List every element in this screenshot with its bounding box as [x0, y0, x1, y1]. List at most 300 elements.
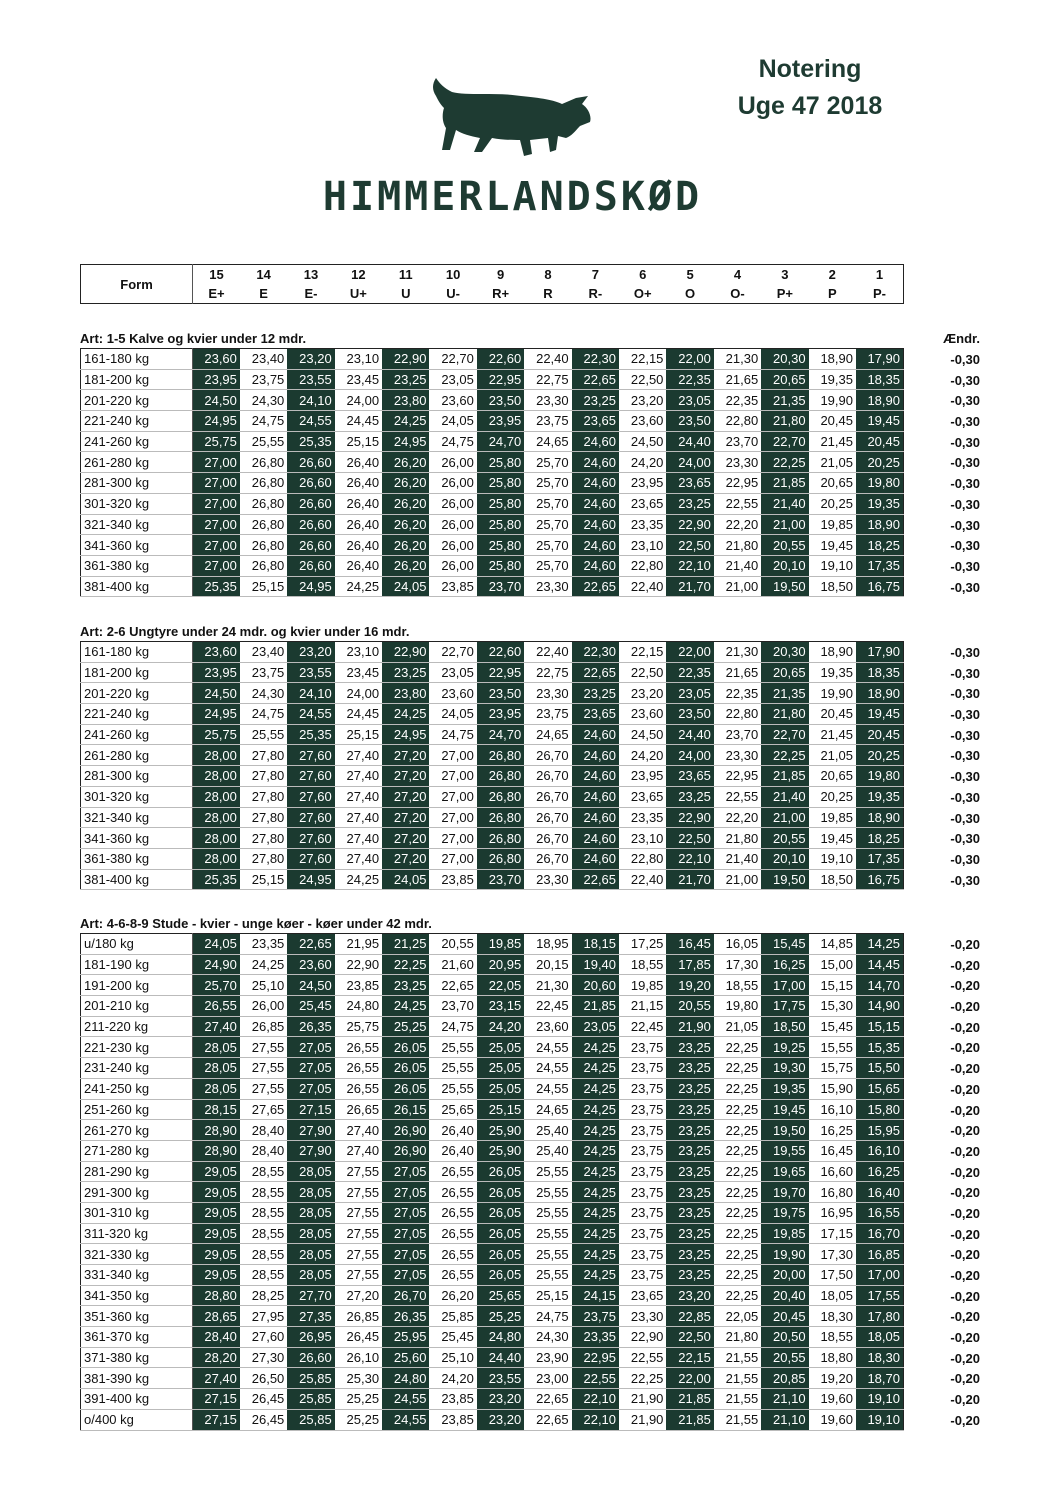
price-cell: 26,85 — [240, 1016, 287, 1037]
price-cell: 24,55 — [382, 1409, 429, 1430]
brand-wordmark: HIMMERLANDSKØD — [322, 174, 703, 220]
change-value: -0,30 — [950, 372, 980, 388]
price-cell: 22,25 — [714, 1182, 761, 1203]
section-title: Art: 1-5 Kalve og kvier under 12 mdr. — [80, 331, 307, 346]
price-cell: 19,10 — [809, 848, 856, 869]
form-number: 11 — [398, 267, 413, 282]
change-value: -0,20 — [950, 1288, 980, 1304]
price-cell: 19,85 — [761, 1223, 808, 1244]
form-grade: E+ — [208, 286, 225, 301]
price-cell: 24,95 — [382, 431, 429, 452]
price-cell: 25,80 — [477, 452, 524, 473]
price-cell: 23,80 — [382, 390, 429, 411]
price-cell: 14,70 — [856, 975, 904, 996]
price-cell: 24,75 — [524, 1306, 571, 1327]
price-cell: 16,05 — [714, 934, 761, 955]
price-cell: 27,15 — [193, 1389, 240, 1410]
table-row — [81, 1161, 904, 1182]
table-row — [81, 576, 904, 597]
report-title: Notering — [758, 55, 862, 83]
price-cell: 25,85 — [287, 1368, 334, 1389]
weight-class-label: 261-280 kg — [81, 452, 193, 473]
price-cell: 27,20 — [382, 807, 429, 828]
table-row — [81, 1037, 904, 1058]
price-cell: 25,70 — [524, 473, 571, 494]
price-cell: 23,65 — [666, 473, 713, 494]
price-cell: 26,40 — [335, 555, 382, 576]
change-value: -0,20 — [950, 1123, 980, 1139]
price-cell: 23,60 — [193, 642, 240, 663]
price-cell: 23,85 — [429, 1389, 476, 1410]
price-cell: 16,10 — [809, 1099, 856, 1120]
price-cell: 23,30 — [524, 869, 571, 890]
price-cell: 26,70 — [524, 848, 571, 869]
price-cell: 23,75 — [572, 1306, 619, 1327]
price-cell: 21,70 — [666, 576, 713, 597]
price-cell: 21,35 — [761, 390, 808, 411]
price-cell: 26,90 — [382, 1120, 429, 1141]
price-cell: 24,25 — [382, 411, 429, 432]
price-cell: 19,85 — [619, 975, 666, 996]
price-cell: 22,95 — [477, 369, 524, 390]
price-cell: 25,70 — [524, 514, 571, 535]
weight-class-label: 271-280 kg — [81, 1140, 193, 1161]
price-cell: 27,05 — [382, 1182, 429, 1203]
price-cell: 20,55 — [761, 1347, 808, 1368]
price-cell: 24,50 — [193, 683, 240, 704]
price-cell: 25,35 — [287, 431, 334, 452]
price-cell: 27,80 — [240, 786, 287, 807]
price-cell: 21,90 — [619, 1409, 666, 1430]
price-cell: 26,55 — [193, 996, 240, 1017]
price-cell: 23,30 — [714, 452, 761, 473]
price-cell: 22,30 — [572, 642, 619, 663]
price-cell: 24,60 — [572, 452, 619, 473]
price-cell: 24,90 — [193, 954, 240, 975]
price-cell: 25,70 — [524, 535, 571, 556]
price-cell: 29,05 — [193, 1244, 240, 1265]
price-cell: 19,60 — [809, 1409, 856, 1430]
change-value: -0,20 — [950, 978, 980, 994]
price-cell: 20,60 — [572, 975, 619, 996]
price-cell: 26,80 — [477, 828, 524, 849]
table-row — [81, 1120, 904, 1141]
price-cell: 21,60 — [429, 954, 476, 975]
price-cell: 25,30 — [335, 1368, 382, 1389]
price-cell: 20,55 — [761, 535, 808, 556]
weight-class-label: 231-240 kg — [81, 1058, 193, 1079]
price-cell: 27,55 — [335, 1182, 382, 1203]
price-cell: 22,30 — [572, 349, 619, 370]
price-cell: 24,60 — [572, 766, 619, 787]
change-value: -0,30 — [950, 810, 980, 826]
price-cell: 21,10 — [761, 1409, 808, 1430]
price-cell: 22,50 — [619, 369, 666, 390]
price-cell: 18,25 — [856, 828, 904, 849]
price-cell: 24,25 — [572, 1099, 619, 1120]
price-cell: 20,45 — [809, 704, 856, 725]
price-cell: 23,25 — [382, 662, 429, 683]
price-cell: 24,25 — [572, 1120, 619, 1141]
price-cell: 19,50 — [761, 1120, 808, 1141]
price-cell: 20,45 — [856, 431, 904, 452]
weight-class-label: 221-230 kg — [81, 1037, 193, 1058]
change-value: -0,20 — [950, 1371, 980, 1387]
price-cell: 23,15 — [477, 996, 524, 1017]
price-cell: 26,60 — [287, 473, 334, 494]
price-cell: 22,25 — [714, 1223, 761, 1244]
price-cell: 26,80 — [240, 473, 287, 494]
table-row — [81, 411, 904, 432]
price-cell: 24,55 — [382, 1389, 429, 1410]
change-value: -0,30 — [950, 789, 980, 805]
price-cell: 20,45 — [761, 1306, 808, 1327]
price-cell: 23,20 — [619, 683, 666, 704]
price-cell: 25,85 — [429, 1306, 476, 1327]
price-cell: 25,10 — [240, 975, 287, 996]
price-cell: 26,95 — [287, 1327, 334, 1348]
price-cell: 27,40 — [335, 848, 382, 869]
price-cell: 18,05 — [809, 1285, 856, 1306]
price-cell: 27,05 — [382, 1244, 429, 1265]
price-cell: 14,90 — [856, 996, 904, 1017]
price-cell: 23,10 — [335, 642, 382, 663]
price-cell: 15,30 — [809, 996, 856, 1017]
price-cell: 19,90 — [809, 390, 856, 411]
price-cell: 26,80 — [240, 555, 287, 576]
change-value: -0,30 — [950, 558, 980, 574]
price-cell: 17,35 — [856, 555, 904, 576]
price-cell: 19,80 — [856, 473, 904, 494]
price-cell: 22,70 — [761, 724, 808, 745]
price-cell: 28,90 — [193, 1140, 240, 1161]
price-cell: 28,55 — [240, 1223, 287, 1244]
form-grade: R+ — [492, 286, 510, 301]
price-cell: 27,05 — [287, 1037, 334, 1058]
price-cell: 28,05 — [193, 1078, 240, 1099]
change-value: -0,30 — [950, 748, 980, 764]
price-cell: 24,20 — [477, 1016, 524, 1037]
change-value: -0,30 — [950, 645, 980, 660]
price-cell: 26,70 — [524, 786, 571, 807]
price-cell: 27,40 — [335, 807, 382, 828]
price-cell: 27,60 — [287, 848, 334, 869]
price-cell: 24,25 — [572, 1161, 619, 1182]
change-value: -0,20 — [950, 1247, 980, 1263]
form-grade: P — [827, 286, 837, 301]
price-cell: 18,80 — [809, 1347, 856, 1368]
change-value: -0,30 — [950, 872, 980, 888]
price-table — [80, 641, 904, 890]
price-cell: 26,05 — [477, 1244, 524, 1265]
price-cell: 24,95 — [193, 704, 240, 725]
price-cell: 22,65 — [572, 369, 619, 390]
price-cell: 24,25 — [382, 996, 429, 1017]
price-cell: 22,10 — [666, 848, 713, 869]
price-cell: 23,25 — [666, 1058, 713, 1079]
price-cell: 23,30 — [619, 1306, 666, 1327]
price-cell: 22,90 — [666, 807, 713, 828]
price-cell: 22,80 — [619, 555, 666, 576]
price-cell: 23,05 — [429, 662, 476, 683]
weight-class-label: u/180 kg — [81, 934, 193, 955]
price-cell: 25,45 — [429, 1327, 476, 1348]
weight-class-label: 391-400 kg — [81, 1389, 193, 1410]
change-value: -0,20 — [950, 1309, 980, 1325]
price-cell: 24,05 — [429, 411, 476, 432]
weight-class-label: 211-220 kg — [81, 1016, 193, 1037]
price-cell: 25,15 — [240, 576, 287, 597]
price-cell: 24,50 — [619, 724, 666, 745]
form-number: 3 — [781, 267, 789, 282]
price-cell: 27,70 — [287, 1285, 334, 1306]
price-cell: 24,00 — [335, 683, 382, 704]
table-row — [81, 514, 904, 535]
price-cell: 18,50 — [809, 576, 856, 597]
price-cell: 27,05 — [287, 1078, 334, 1099]
price-cell: 22,40 — [619, 576, 666, 597]
price-cell: 29,05 — [193, 1265, 240, 1286]
price-cell: 20,15 — [524, 954, 571, 975]
form-grade: R- — [588, 286, 603, 301]
weight-class-label: 341-360 kg — [81, 828, 193, 849]
price-cell: 17,25 — [619, 934, 666, 955]
price-cell: 22,25 — [714, 1078, 761, 1099]
price-cell: 23,95 — [477, 411, 524, 432]
price-cell: 23,20 — [287, 349, 334, 370]
price-cell: 22,50 — [666, 535, 713, 556]
table-row — [81, 1368, 904, 1389]
price-cell: 22,25 — [714, 1140, 761, 1161]
price-cell: 27,00 — [193, 555, 240, 576]
price-cell: 24,25 — [382, 704, 429, 725]
price-cell: 23,95 — [193, 662, 240, 683]
price-cell: 21,80 — [761, 411, 808, 432]
price-cell: 27,00 — [429, 786, 476, 807]
price-cell: 23,70 — [477, 869, 524, 890]
price-cell: 28,15 — [193, 1099, 240, 1120]
weight-class-label: 381-400 kg — [81, 576, 193, 597]
price-cell: 20,25 — [856, 745, 904, 766]
price-cell: 22,55 — [619, 1347, 666, 1368]
price-cell: 28,05 — [287, 1182, 334, 1203]
price-cell: 20,10 — [761, 848, 808, 869]
change-value: -0,30 — [950, 851, 980, 867]
price-cell: 18,90 — [809, 349, 856, 370]
price-cell: 24,60 — [572, 555, 619, 576]
weight-class-label: 341-360 kg — [81, 535, 193, 556]
price-cell: 26,05 — [382, 1037, 429, 1058]
price-cell: 22,45 — [619, 1016, 666, 1037]
price-cell: 26,40 — [335, 452, 382, 473]
form-grade: E — [259, 286, 268, 301]
price-cell: 26,05 — [477, 1265, 524, 1286]
form-header-table — [80, 264, 904, 304]
weight-class-label: 321-340 kg — [81, 807, 193, 828]
price-cell: 19,85 — [809, 807, 856, 828]
price-cell: 17,30 — [809, 1244, 856, 1265]
price-cell: 26,60 — [287, 493, 334, 514]
price-cell: 23,75 — [619, 1078, 666, 1099]
price-cell: 22,85 — [666, 1306, 713, 1327]
form-number-row — [81, 265, 904, 285]
price-cell: 26,70 — [524, 766, 571, 787]
price-cell: 24,50 — [287, 975, 334, 996]
price-cell: 27,00 — [193, 473, 240, 494]
price-cell: 22,45 — [524, 996, 571, 1017]
change-value: -0,20 — [950, 937, 980, 952]
price-cell: 25,90 — [477, 1120, 524, 1141]
change-value: -0,20 — [950, 999, 980, 1015]
table-row — [81, 493, 904, 514]
price-cell: 27,40 — [193, 1016, 240, 1037]
price-cell: 25,40 — [524, 1120, 571, 1141]
price-cell: 27,05 — [382, 1202, 429, 1223]
price-cell: 28,20 — [193, 1347, 240, 1368]
price-cell: 24,75 — [429, 724, 476, 745]
weight-class-label: 301-310 kg — [81, 1202, 193, 1223]
weight-class-label: 161-180 kg — [81, 642, 193, 663]
price-cell: 26,20 — [382, 514, 429, 535]
price-cell: 26,00 — [429, 493, 476, 514]
price-cell: 23,20 — [287, 642, 334, 663]
price-cell: 22,25 — [714, 1037, 761, 1058]
price-cell: 23,60 — [287, 954, 334, 975]
price-cell: 20,25 — [809, 493, 856, 514]
price-cell: 23,35 — [240, 934, 287, 955]
price-cell: 28,55 — [240, 1265, 287, 1286]
price-cell: 25,55 — [240, 431, 287, 452]
table-row — [81, 1389, 904, 1410]
price-cell: 16,75 — [856, 576, 904, 597]
table-row — [81, 869, 904, 890]
price-cell: 22,00 — [666, 642, 713, 663]
price-cell: 15,45 — [761, 934, 808, 955]
price-cell: 23,75 — [619, 1265, 666, 1286]
price-cell: 18,55 — [619, 954, 666, 975]
price-cell: 27,20 — [335, 1285, 382, 1306]
form-grade: P+ — [776, 286, 794, 301]
price-cell: 23,50 — [666, 704, 713, 725]
price-cell: 25,70 — [524, 452, 571, 473]
price-cell: 28,25 — [240, 1285, 287, 1306]
price-cell: 18,55 — [714, 975, 761, 996]
price-cell: 21,80 — [714, 1327, 761, 1348]
price-cell: 27,80 — [240, 766, 287, 787]
price-cell: 28,55 — [240, 1182, 287, 1203]
price-cell: 25,55 — [524, 1223, 571, 1244]
price-cell: 26,60 — [287, 535, 334, 556]
change-column — [920, 350, 980, 598]
price-cell: 26,60 — [287, 555, 334, 576]
price-cell: 15,80 — [856, 1099, 904, 1120]
price-cell: 23,40 — [240, 642, 287, 663]
price-cell: 23,95 — [477, 704, 524, 725]
price-cell: 27,60 — [287, 745, 334, 766]
price-cell: 24,40 — [666, 431, 713, 452]
price-cell: 27,20 — [382, 828, 429, 849]
price-cell: 27,20 — [382, 848, 429, 869]
price-cell: 25,25 — [382, 1016, 429, 1037]
price-cell: 18,90 — [809, 642, 856, 663]
price-cell: 19,85 — [477, 934, 524, 955]
price-cell: 25,25 — [477, 1306, 524, 1327]
price-cell: 23,25 — [572, 390, 619, 411]
price-cell: 21,70 — [666, 869, 713, 890]
change-column — [920, 643, 980, 891]
price-cell: 22,90 — [666, 514, 713, 535]
price-cell: 24,60 — [572, 807, 619, 828]
price-cell: 18,35 — [856, 662, 904, 683]
form-grade: U- — [446, 286, 461, 301]
table-row — [81, 786, 904, 807]
price-cell: 26,10 — [335, 1347, 382, 1368]
price-cell: 27,65 — [240, 1099, 287, 1120]
price-cell: 26,80 — [240, 535, 287, 556]
change-value: -0,30 — [950, 538, 980, 554]
weight-class-label: 281-300 kg — [81, 473, 193, 494]
price-cell: 24,25 — [240, 954, 287, 975]
weight-class-label: 281-300 kg — [81, 766, 193, 787]
price-cell: 26,50 — [240, 1368, 287, 1389]
change-value: -0,30 — [950, 352, 980, 367]
price-cell: 23,75 — [619, 1161, 666, 1182]
price-cell: 27,90 — [287, 1140, 334, 1161]
price-cell: 22,90 — [382, 642, 429, 663]
price-cell: 23,05 — [429, 369, 476, 390]
price-cell: 25,80 — [477, 493, 524, 514]
price-cell: 22,35 — [666, 369, 713, 390]
price-cell: 19,35 — [856, 493, 904, 514]
form-number: 1 — [875, 267, 884, 282]
price-cell: 23,30 — [524, 390, 571, 411]
price-cell: 20,50 — [761, 1327, 808, 1348]
price-cell: 22,80 — [714, 411, 761, 432]
price-cell: 21,85 — [666, 1389, 713, 1410]
price-cell: 25,35 — [193, 869, 240, 890]
price-cell: 17,35 — [856, 848, 904, 869]
price-cell: 22,55 — [572, 1368, 619, 1389]
price-cell: 19,35 — [856, 786, 904, 807]
weight-class-label: 201-220 kg — [81, 390, 193, 411]
form-label: Form — [81, 265, 193, 304]
price-cell: 27,60 — [287, 828, 334, 849]
price-cell: 24,05 — [429, 704, 476, 725]
weight-class-label: 381-400 kg — [81, 869, 193, 890]
price-cell: 28,55 — [240, 1202, 287, 1223]
price-cell: 23,60 — [619, 704, 666, 725]
table-row — [81, 1058, 904, 1079]
weight-class-label: 181-200 kg — [81, 662, 193, 683]
price-cell: 27,00 — [193, 535, 240, 556]
price-cell: 26,15 — [382, 1099, 429, 1120]
price-cell: 18,95 — [524, 934, 571, 955]
price-cell: 23,65 — [572, 411, 619, 432]
table-row — [81, 1409, 904, 1430]
price-cell: 26,70 — [524, 828, 571, 849]
price-cell: 28,00 — [193, 745, 240, 766]
price-cell: 18,30 — [809, 1306, 856, 1327]
weight-class-label: 181-190 kg — [81, 954, 193, 975]
price-cell: 23,75 — [240, 369, 287, 390]
form-grade: O — [685, 286, 696, 301]
price-cell: 21,85 — [761, 766, 808, 787]
table-row — [81, 934, 904, 955]
price-cell: 27,00 — [429, 766, 476, 787]
price-cell: 23,85 — [429, 576, 476, 597]
table-row — [81, 1140, 904, 1161]
price-cell: 25,35 — [287, 724, 334, 745]
